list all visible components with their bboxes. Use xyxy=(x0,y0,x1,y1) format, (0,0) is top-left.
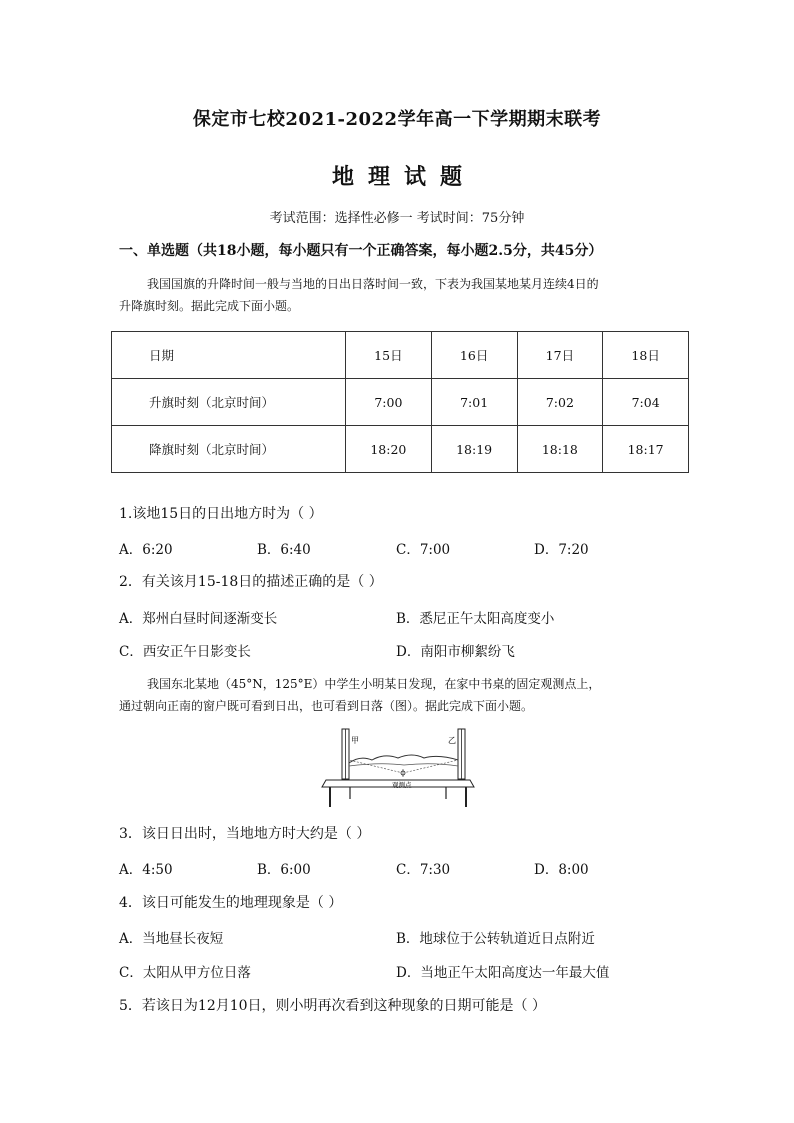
flag-time-table xyxy=(111,331,689,473)
question-1-stem: 1.该地15日的日出地方时为（ ） xyxy=(119,506,323,522)
table-cell: 18:17 xyxy=(603,426,689,473)
passage-2 xyxy=(119,673,600,717)
question-1-option-b: B．6:40 xyxy=(257,542,311,558)
table-header-row xyxy=(112,332,689,379)
question-4-option-a: A．当地昼长夜短 xyxy=(119,931,224,947)
table-cell: 7:00 xyxy=(346,379,432,426)
figure-label-point: 观测点 xyxy=(392,781,412,789)
table-cell: 18:18 xyxy=(517,426,603,473)
table-header-cell: 日期 xyxy=(112,332,346,379)
table-cell: 7:01 xyxy=(431,379,517,426)
table-row xyxy=(112,379,689,426)
question-1-option-c: C．7:00 xyxy=(396,542,451,558)
table-cell: 18:19 xyxy=(431,426,517,473)
table-cell: 18:20 xyxy=(346,426,432,473)
question-1-option-a: A．6:20 xyxy=(119,542,173,558)
table-header-cell: 16日 xyxy=(431,332,517,379)
question-3-stem: 3．该日日出时，当地地方时大约是（ ） xyxy=(119,826,371,842)
question-4-option-b: B．地球位于公转轨道近日点附近 xyxy=(396,931,595,947)
question-4-option-c: C．太阳从甲方位日落 xyxy=(119,965,251,981)
passage-1-line-2: 升降旗时刻。据此完成下面小题。 xyxy=(119,299,300,313)
desk-window-figure xyxy=(320,725,480,808)
table-row-label: 升旗时刻（北京时间） xyxy=(112,379,346,426)
passage-1-line-1: 我国国旗的升降时间一般与当地的日出日落时间一致，下表为我国某地某月连续4日的 xyxy=(147,277,599,291)
question-3-option-b: B．6:00 xyxy=(257,862,311,878)
question-4-stem: 4．该日可能发生的地理现象是（ ） xyxy=(119,895,343,911)
page-title: 保定市七校2021-2022学年高一下学期期末联考 xyxy=(192,109,602,130)
figure-label-right: 乙 xyxy=(448,736,456,745)
question-5-stem: 5．若该日为12月10日，则小明再次看到这种现象的日期可能是（ ） xyxy=(119,998,546,1014)
table-header-cell: 18日 xyxy=(603,332,689,379)
subject-title: 地理试题 xyxy=(331,164,476,190)
question-2-option-d: D．南阳市柳絮纷飞 xyxy=(396,644,515,660)
question-2-option-b: B．悉尼正午太阳高度变小 xyxy=(396,611,555,627)
question-2-option-c: C．西安正午日影变长 xyxy=(119,644,251,660)
table-row xyxy=(112,426,689,473)
passage-2-line-2: 通过朝向正南的窗户既可看到日出，也可看到日落（图）。据此完成下面小题。 xyxy=(119,699,534,713)
section-heading: 一、单选题（共18小题，每小题只有一个正确答案，每小题2.5分，共45分） xyxy=(119,243,603,259)
table-header-cell: 17日 xyxy=(517,332,603,379)
table-cell: 7:04 xyxy=(603,379,689,426)
question-2-option-a: A．郑州白昼时间逐渐变长 xyxy=(119,611,278,627)
question-3-option-d: D．8:00 xyxy=(534,862,589,878)
question-4-option-d: D．当地正午太阳高度达一年最大值 xyxy=(396,965,610,981)
table-row-label: 降旗时刻（北京时间） xyxy=(112,426,346,473)
question-2-stem: 2．有关该月15-18日的描述正确的是（ ） xyxy=(119,574,383,590)
passage-2-line-1: 我国东北某地（45°N，125°E）中学生小明某日发现，在家中书桌的固定观测点上， xyxy=(147,677,601,691)
table-cell: 7:02 xyxy=(517,379,603,426)
table-header-cell: 15日 xyxy=(346,332,432,379)
passage-1 xyxy=(119,273,599,317)
question-3-option-a: A．4:50 xyxy=(119,862,173,878)
figure-label-left: 甲 xyxy=(351,736,359,745)
question-3-option-c: C．7:30 xyxy=(396,862,451,878)
exam-meta: 考试范围：选择性必修一 考试时间：75分钟 xyxy=(269,211,525,226)
question-1-option-d: D．7:20 xyxy=(534,542,589,558)
